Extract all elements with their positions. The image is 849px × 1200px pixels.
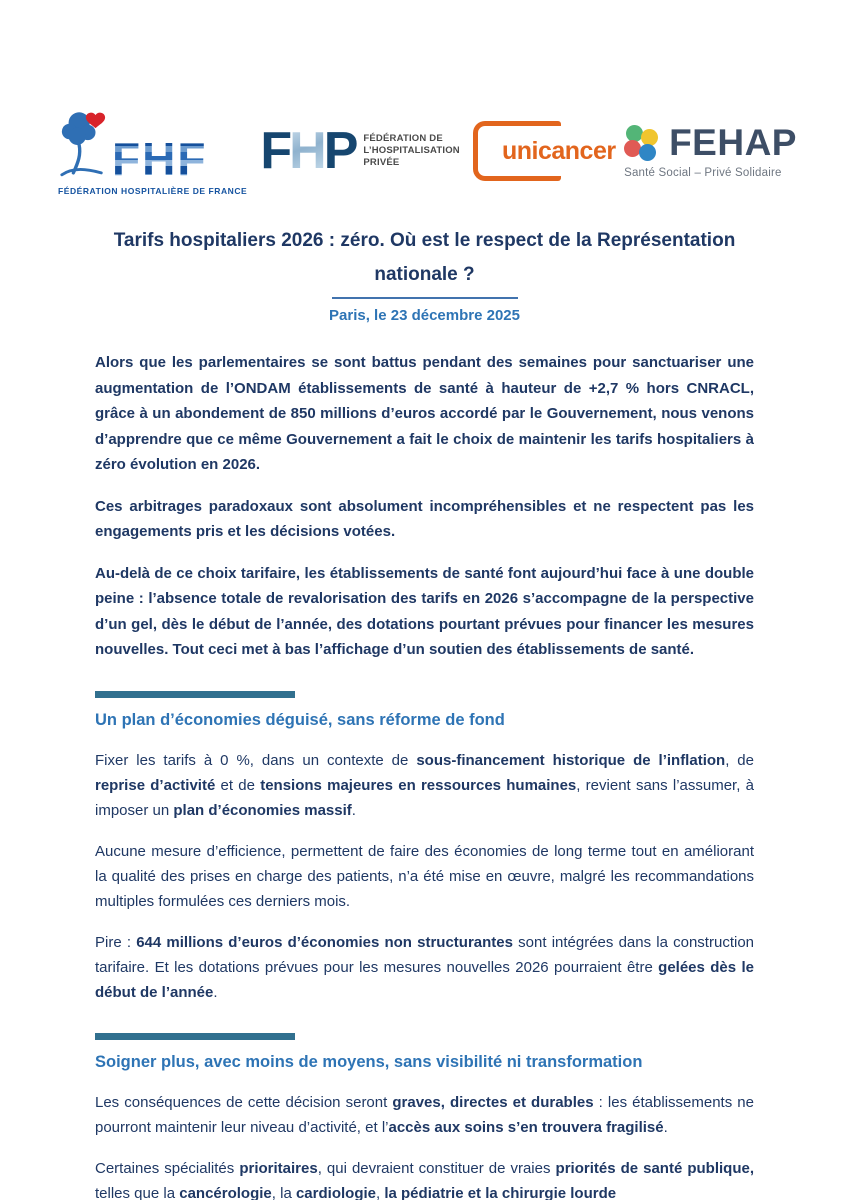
fehap-logo-top: [624, 124, 797, 162]
fhp-wordmark: [260, 121, 356, 180]
lead-paragraph-1: Alors que les parlementaires se sont battus pendant des semaines pour sanctuariser une augmentation de l’ONDAM établissements de santé à hauteur de +2,7 % hors CNRACL, grâce à un abondement de 850 millions d’euros accordé par le Gouvernement, nous venons d’apprendre que ce même Gouvernement a fait le choix de maintenir les tarifs hospitaliers à zéro évolution en 2026.: [95, 354, 754, 473]
section-heading: Un plan d’économies déguisé, sans réforme de fond: [95, 710, 505, 729]
fhf-tree-icon: [58, 106, 108, 182]
fehap-wordmark: FEHAP: [669, 122, 797, 163]
title-block: [0, 224, 849, 324]
fhp-letter-h: H: [289, 121, 324, 180]
fhp-tagline-line3: PRIVÉE: [363, 156, 400, 168]
section-heading: Soigner plus, avec moins de moyens, sans visibilité ni transformation: [95, 1052, 643, 1071]
unicancer-logo: [473, 112, 616, 190]
fhf-logo: [58, 106, 247, 196]
fhp-logo: [260, 121, 460, 180]
section-bar: [95, 691, 295, 698]
fhp-letter-f: F: [260, 121, 290, 180]
logos-header: [58, 108, 797, 194]
page-title: Tarifs hospitaliers 2026 : zéro. Où est le respect de la Représentation nationale ?: [113, 230, 736, 285]
fehap-flower-icon: [624, 124, 660, 162]
body-paragraph: Pire : 644 millions d’euros d’économies non structurantes sont intégrées dans la construction tarifaire. Et les dotations prévues pour les mesures nouvelles 2026 pourraient être gelées dès le début de l’année.: [95, 933, 754, 1001]
lead-paragraph-2: Ces arbitrages paradoxaux sont absolument incompréhensibles et ne respectent pas les engagements pris et les décisions votées.: [95, 497, 754, 540]
fhp-tagline-line2: L’HOSPITALISATION: [363, 144, 460, 156]
fehap-tagline: Santé Social – Privé Solidaire: [624, 166, 782, 179]
document-body: [95, 350, 754, 1200]
unicancer-wordmark: unicancer: [501, 137, 616, 165]
section-bar: [95, 1033, 295, 1040]
fhf-wordmark: FHF: [112, 133, 208, 186]
section-plan-economies: [95, 691, 754, 1005]
body-paragraph: Certaines spécialités prioritaires, qui devraient constituer de vraies priorités de santé publique, telles que la cancérologie, la cardiologie, la pédiatrie et la chirurgie lourde: [95, 1159, 754, 1200]
section-soigner-plus: [95, 1033, 754, 1200]
body-paragraph: Les conséquences de cette décision seront graves, directes et durables : les établissements ne pourront maintenir leur niveau d’activité, et l’accès aux soins s’en trouvera fragilisé.: [95, 1093, 754, 1136]
dateline: Paris, le 23 décembre 2025: [329, 307, 520, 324]
fhp-letter-p: P: [323, 121, 356, 180]
body-paragraph: Fixer les tarifs à 0 %, dans un contexte de sous-financement historique de l’inflation, de reprise d’activité et de tensions majeures en ressources humaines, revient sans l’assumer, à imposer un plan d’économies massif.: [95, 751, 754, 819]
fehap-logo: [624, 124, 797, 179]
fhp-tagline: [363, 133, 459, 169]
fhf-tagline: FÉDÉRATION HOSPITALIÈRE DE FRANCE: [58, 186, 248, 196]
lead-paragraph-3: Au-delà de ce choix tarifaire, les établissements de santé font aujourd’hui face à une double peine : l’absence totale de revalorisation des tarifs en 2026 s’accompagne de la perspective d’un gel, dès le début de l’année, des dotations pourtant prévues pour financer les mesures nouvelles. Tout ceci met à bas l’affichage d’un soutien des établissements de santé.: [95, 564, 754, 658]
fhf-logo-top: [58, 106, 247, 186]
fhp-tagline-line1: FÉDÉRATION DE: [363, 132, 443, 144]
title-divider: [332, 297, 518, 299]
body-paragraph: Aucune mesure d’efficience, permettent de faire des économies de long terme tout en améliorant la qualité des prises en charge des patients, n’a été mise en œuvre, malgré les recommandations multiples formulées ces derniers mois.: [95, 842, 754, 910]
